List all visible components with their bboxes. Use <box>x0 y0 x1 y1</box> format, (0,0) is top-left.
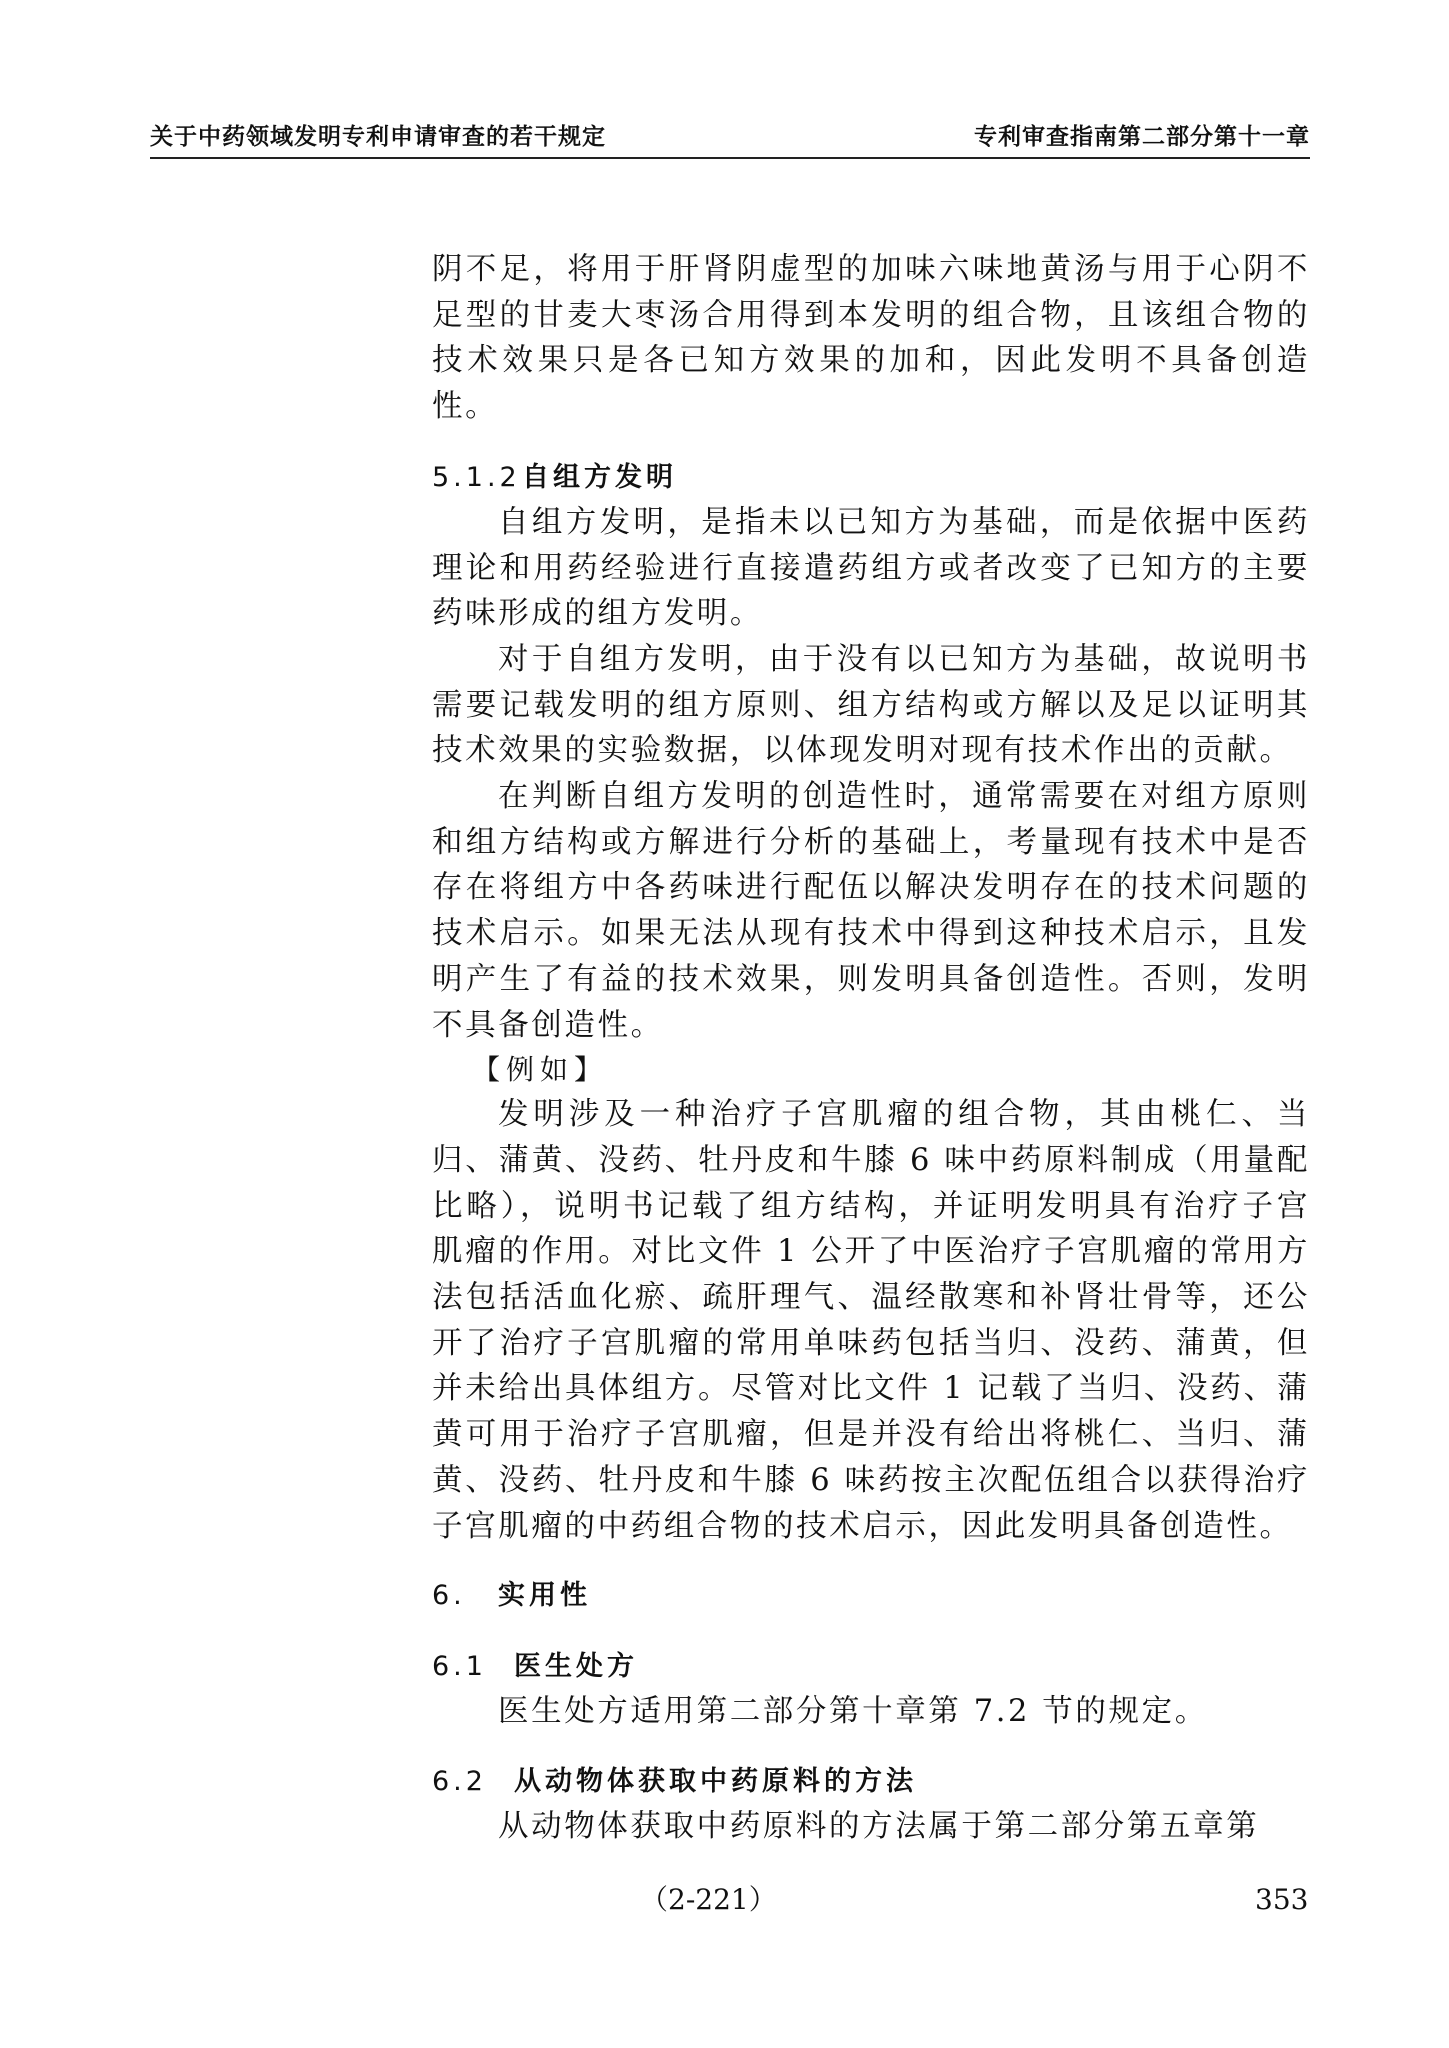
section-6-heading <box>432 1573 1310 1618</box>
header-document-title: 关于中药领域发明专利申请审查的若干规定 <box>150 123 606 150</box>
header-divider <box>150 157 1310 159</box>
section-title: 实用性 <box>498 1580 591 1612</box>
paragraph-prescription: 医生处方适用第二部分第十章第 7.2 节的规定。 <box>498 1694 1208 1730</box>
page-number: 353 <box>1255 1883 1309 1916</box>
example-label: 【例如】 <box>472 1053 609 1087</box>
header-chapter-title: 专利审查指南第二部分第十一章 <box>974 123 1310 150</box>
intro-paragraph: 阴不足，将用于肝肾阴虚型的加味六味地黄汤与用于心阴不足型的甘麦大枣汤合用得到本发明的组合物，且该组合物的技术效果只是各已知方效果的加和，因此发明不具备创造性。 <box>432 252 1310 425</box>
section-title: 医生处方 <box>514 1651 638 1683</box>
section-5-1-2-heading <box>432 455 1310 500</box>
paragraph-inventiveness: 在判断自组方发明的创造性时，通常需要在对组方原则和组方结构或方解进行分析的基础上，考量现有技术中是否存在将组方中各药味进行配伍以解决发明存在的技术问题的技术启示。如果无法从现有技术中得到这种技术启示，且发明产生了有益的技术效果，则发明具备创造性。否则，发明不具备创造性。 <box>432 779 1310 1043</box>
example-paragraph: 发明涉及一种治疗子宫肌瘤的组合物，其由桃仁、当归、蒲黄、没药、牡丹皮和牛膝 6 味中药原料制成（用量配比略），说明书记载了组方结构，并证明发明具有治疗子宫肌瘤的作用。对比文件 1 公开了中医治疗子宫肌瘤的常用方法包括活血化瘀、疏肝理气、温经散寒和补肾壮骨等，还公开了治疗子宫肌瘤的常用单味药包括当归、没药、蒲黄，但并未给出具体组方。尽管对比文件 1 记载了当归、没药、蒲黄可用于治疗子宫肌瘤，但是并没有给出将桃仁、当归、蒲黄、没药、牡丹皮和牛膝 6 味药按主次配伍组合以获得治疗子宫肌瘤的中药组合物的技术启示，因此发明具备创造性。 <box>432 1097 1310 1544</box>
section-number: 6.2 <box>432 1765 487 1797</box>
section-title: 自组方发明 <box>522 461 677 493</box>
section-number: 6.1 <box>432 1651 487 1683</box>
paragraph-description-requirements: 对于自组方发明，由于没有以已知方为基础，故说明书需要记载发明的组方原则、组方结构或方解以及足以证明其技术效果的实验数据，以体现发明对现有技术作出的贡献。 <box>432 641 1310 769</box>
section-number: 6. <box>432 1580 466 1612</box>
paragraph-animal-methods: 从动物体获取中药原料的方法属于第二部分第五章第 <box>498 1808 1260 1844</box>
running-header <box>150 120 1310 154</box>
section-number: 5.1.2 <box>432 461 521 493</box>
section-6-2-heading <box>432 1759 1310 1804</box>
section-6-1-heading <box>432 1644 1310 1689</box>
footer-section-reference: （2-221） <box>640 1883 777 1916</box>
section-title: 从动物体获取中药原料的方法 <box>514 1765 917 1797</box>
paragraph-definition: 自组方发明，是指未以已知方为基础，而是依据中医药理论和用药经验进行直接遣药组方或者改变了已知方的主要药味形成的组方发明。 <box>432 504 1310 632</box>
main-text <box>432 247 1310 1850</box>
